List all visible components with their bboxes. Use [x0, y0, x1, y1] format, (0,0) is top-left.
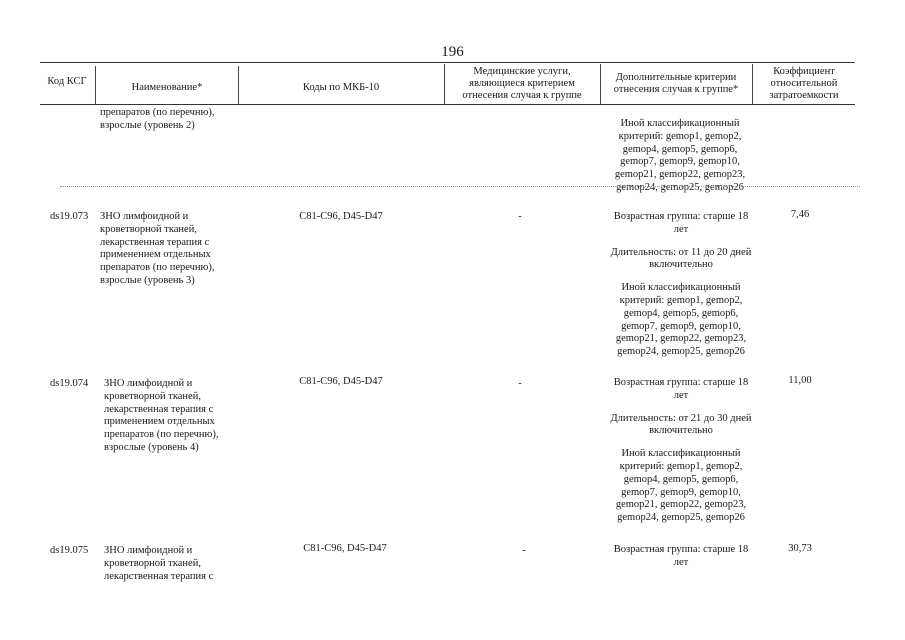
- header-divider: [752, 64, 753, 104]
- row-coef: 7,46: [790, 209, 810, 220]
- continuation-criteria: Иной классификационный критерий: gemop1, gemop2, gemop4, gemop5, gemop6, gemop7, gemop9, gemop10, gemop21, gemop22, gemop23, gemop24, gemop25, gemop26: [614, 118, 746, 193]
- header-divider: [444, 64, 445, 104]
- header-divider: [95, 66, 96, 104]
- criteria-other: Иной классификационный критерий: gemop1, gemop2, gemop4, gemop5, gemop6, gemop7, gemop9, gemop10, gemop21, gemop22, gemop23, gemop24, gemop25, gemop26: [615, 282, 747, 358]
- criteria-duration: Длительность: от 21 до 30 дней включительно: [610, 412, 752, 437]
- criteria-duration: Длительность: от 11 до 20 дней включительно: [610, 246, 752, 271]
- row-services: -: [522, 545, 526, 556]
- row-criteria: [608, 544, 754, 570]
- row-services: -: [518, 378, 522, 389]
- header-coef: Коэффициент относительной затратоемкости: [769, 66, 839, 101]
- scan-noise: [60, 186, 860, 188]
- header-top-rule: [40, 62, 855, 63]
- row-criteria: [608, 211, 754, 359]
- header-mkb: Коды по МКБ-10: [302, 82, 380, 93]
- row-criteria: [608, 377, 754, 525]
- row-name: ЗНО лимфоидной и кроветворной тканей, лекарственная терапия с применением отдельных препаратов (по перечню), взрослые (уровень 3): [100, 211, 215, 286]
- row-coef: 30,73: [788, 543, 812, 554]
- header-name: Наименование*: [131, 82, 203, 93]
- row-services: -: [518, 211, 522, 222]
- header-divider: [600, 64, 601, 104]
- row-name: ЗНО лимфоидной и кроветворной тканей, лекарственная терапия с применением отдельных препаратов (по перечню), взрослые (уровень 4): [104, 378, 219, 453]
- row-mkb: C81-C96, D45-D47: [299, 211, 383, 222]
- header-services: Медицинские услуги, являющиеся критерием отнесения случая к группе: [462, 66, 582, 101]
- criteria-age: Возрастная группа: старше 18 лет: [613, 544, 749, 568]
- criteria-other: Иной классификационный критерий: gemop1, gemop2, gemop4, gemop5, gemop6, gemop7, gemop9, gemop10, gemop21, gemop22, gemop23, gemop24, gemop25, gemop26: [615, 448, 747, 524]
- criteria-age: Возрастная группа: старше 18 лет: [613, 377, 749, 401]
- header-bottom-rule: [40, 104, 855, 105]
- row-mkb: C81-C96, D45-D47: [299, 376, 383, 387]
- row-code: ds19.073: [50, 211, 89, 222]
- continuation-name: препаратов (по перечню), взрослые (уровень 2): [100, 107, 215, 131]
- page-number: 196: [441, 44, 464, 60]
- row-code: ds19.075: [50, 545, 89, 556]
- row-coef: 11,00: [788, 375, 812, 386]
- row-code: ds19.074: [50, 378, 89, 389]
- header-code: Код КСГ: [47, 76, 87, 87]
- criteria-age: Возрастная группа: старше 18 лет: [613, 211, 749, 235]
- header-criteria: Дополнительные критерии отнесения случая к группе*: [613, 72, 739, 95]
- header-divider: [238, 66, 239, 104]
- row-mkb: C81-C96, D45-D47: [303, 543, 387, 554]
- row-name: ЗНО лимфоидной и кроветворной тканей, лекарственная терапия с: [104, 545, 214, 582]
